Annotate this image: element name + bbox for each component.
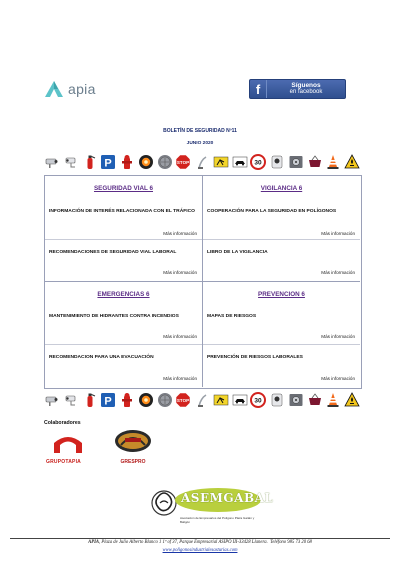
section-title-seguridad-vial[interactable]: SEGURIDAD VIAL 6 — [93, 185, 153, 192]
footer-phone: Teléfono 985 73 20 68 — [270, 540, 312, 545]
bulletin-date: JUNIO 2020 — [186, 141, 214, 146]
car-sign-icon — [232, 154, 248, 170]
more-info-link[interactable]: Más información — [163, 376, 197, 381]
shopping-basket-icon — [307, 392, 323, 408]
fire-hydrant-icon — [119, 154, 135, 170]
divider — [203, 239, 360, 240]
stop-sign-text: STOP — [177, 398, 190, 403]
stop-sign-icon — [175, 154, 191, 170]
more-info-link[interactable]: Más información — [321, 270, 355, 275]
bulletin-title: BOLETÍN DE SEGURIDAD Nº11 — [163, 128, 237, 134]
facebook-line2: en facebook — [289, 89, 323, 95]
traffic-cone-icon — [325, 154, 341, 170]
apia-logo — [44, 80, 96, 98]
footer-address — [0, 540, 400, 545]
section-title-prevencion[interactable]: PREVENCION 6 — [258, 291, 305, 298]
more-info-link[interactable]: Más información — [321, 231, 355, 236]
footer-address-text: , Plaza de Julio Alberto Blanco 1 1º of 37, Parque Empresarial ASIPO III-33428 Llanera. — [99, 540, 268, 545]
cctv-camera-icon — [44, 392, 60, 408]
fire-hydrant-icon — [119, 392, 135, 408]
section-title-vigilancia[interactable]: VIGILANCIA 6 — [260, 185, 303, 192]
facebook-line1: Síguenos — [291, 82, 321, 89]
hazard-triangle-icon — [344, 392, 360, 408]
fire-extinguisher-icon — [82, 392, 98, 408]
item-libro-vigilancia: LIBRO DE LA VIGILANCIA — [207, 250, 268, 255]
icon-strip-top — [44, 151, 360, 173]
section-emergencias — [45, 282, 203, 387]
speed-limit-icon — [250, 154, 266, 170]
divider — [45, 239, 202, 240]
stop-sign-text: STOP — [177, 160, 190, 165]
speed-limit-icon — [250, 392, 266, 408]
parking-sign-icon — [100, 392, 116, 408]
grupo-tapia-name: GRUPOTAPIA — [46, 459, 81, 465]
cone-icon — [194, 392, 210, 408]
warning-light-icon — [138, 392, 154, 408]
cctv-camera-icon — [44, 154, 60, 170]
hazard-triangle-icon — [344, 154, 360, 170]
more-info-link[interactable]: Más información — [163, 334, 197, 339]
divider — [45, 344, 202, 345]
safe-lock-icon — [288, 392, 304, 408]
sensor-icon — [269, 154, 285, 170]
collaborators-label: Colaboradores — [44, 420, 81, 426]
grespro-emblem-icon — [113, 429, 153, 453]
tapia-arch-icon — [46, 433, 90, 453]
manhole-icon — [157, 392, 173, 408]
item-prevencion-riesgos-laborales: PREVENCIÓN DE RIESGOS LABORALES — [207, 355, 303, 360]
more-info-link[interactable]: Más información — [321, 376, 355, 381]
parking-sign-icon — [100, 154, 116, 170]
footer-org: APIA — [88, 540, 100, 545]
cone-icon — [194, 154, 210, 170]
apia-brand-text: apia — [68, 81, 96, 97]
warning-light-icon — [138, 154, 154, 170]
item-recomendacion-evacuacion: RECOMENDACION PARA UNA EVACUACIÓN — [49, 355, 154, 360]
safe-lock-icon — [288, 154, 304, 170]
section-seguridad-vial — [45, 176, 203, 282]
sensor-icon — [269, 392, 285, 408]
more-info-link[interactable]: Más información — [163, 270, 197, 275]
section-vigilancia — [203, 176, 360, 282]
shopping-basket-icon — [307, 154, 323, 170]
icon-strip-bottom — [44, 389, 360, 411]
worker-sign-icon — [213, 154, 229, 170]
apia-triangle-icon — [44, 80, 64, 98]
asemgabal-name: ASEMGABAL — [181, 491, 274, 505]
more-info-link[interactable]: Más información — [321, 334, 355, 339]
traffic-cone-icon — [325, 392, 341, 408]
speed-limit-text: 30 — [254, 397, 262, 405]
item-mapas-riesgos: MAPAS DE RIESGOS — [207, 314, 257, 319]
footer-website-link[interactable]: www.poligonosindustrialesasturias.com — [162, 548, 238, 553]
facebook-follow-button[interactable] — [249, 79, 346, 99]
grupo-tapia-logo[interactable] — [46, 433, 90, 465]
manhole-icon — [157, 154, 173, 170]
grespro-logo[interactable] — [110, 429, 156, 465]
parking-sign-text: P — [104, 395, 112, 408]
cctv-camera-icon — [63, 154, 79, 170]
car-sign-icon — [232, 392, 248, 408]
footer-divider — [10, 538, 390, 539]
cctv-camera-icon — [63, 392, 79, 408]
fire-extinguisher-icon — [82, 154, 98, 170]
section-prevencion — [203, 282, 360, 387]
speed-limit-text: 30 — [254, 159, 262, 167]
asemgabal-subtitle: Asociación de Empresarios del Polígono Plaza Gaitán y Baligón — [180, 516, 255, 524]
stop-sign-icon — [175, 392, 191, 408]
facebook-icon: f — [250, 80, 267, 98]
asemgabal-logo[interactable] — [150, 485, 274, 527]
worker-sign-icon — [213, 392, 229, 408]
grespro-name: GRESPRO — [120, 459, 146, 465]
item-cooperacion-poligonos: COOPERACIÓN PARA LA SEGURIDAD EN POLÍGONOS — [207, 209, 337, 214]
section-grid — [44, 175, 362, 389]
more-info-link[interactable]: Más información — [163, 231, 197, 236]
item-mantenimiento-hidrantes: MANTENIMIENTO DE HIDRANTES CONTRA INCENDIOS — [49, 314, 179, 319]
divider — [203, 344, 360, 345]
item-informacion-trafico: INFORMACIÓN DE INTERÉS RELACIONADA CON EL TRÁFICO — [49, 209, 195, 214]
section-title-emergencias[interactable]: EMERGENCIAS 6 — [97, 291, 150, 298]
parking-sign-text: P — [104, 157, 112, 170]
item-recomendaciones-vial: RECOMENDACIONES DE SEGURIDAD VIAL LABORAL — [49, 250, 177, 255]
